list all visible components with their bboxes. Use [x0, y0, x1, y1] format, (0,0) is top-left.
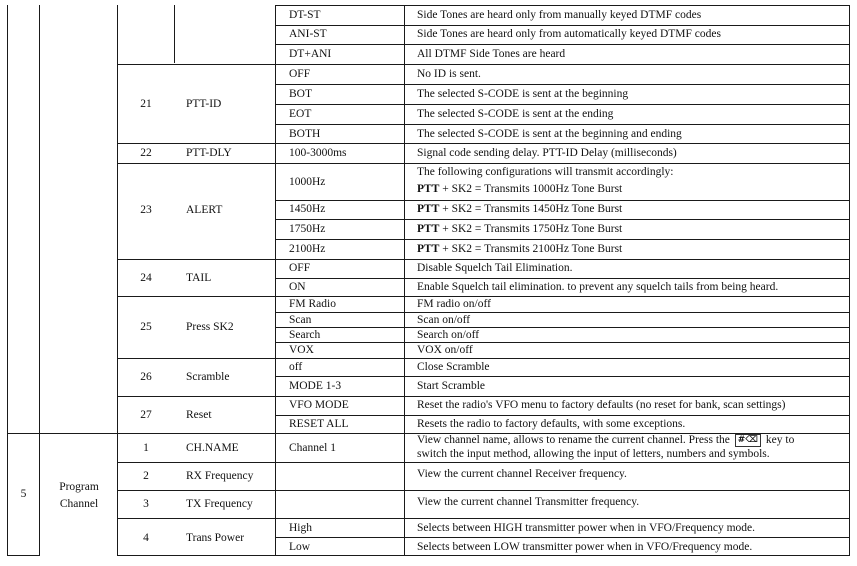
item-name: ALERT	[186, 204, 223, 216]
option-value: BOT	[289, 88, 312, 100]
item-name: Press SK2	[186, 321, 234, 333]
ptt-label: PTT	[417, 183, 440, 195]
item-number: 1	[143, 442, 149, 454]
option-description: switch the input method, allowing the input of letters, numbers and symbols.	[417, 448, 770, 460]
option-value: off	[289, 361, 303, 373]
option-value: DT-ST	[289, 9, 321, 21]
option-description: Signal code sending delay. PTT-ID Delay (milliseconds)	[417, 147, 677, 159]
option-description-text: + SK2 = Transmits 1450Hz Tone Burst	[439, 203, 623, 215]
row-divider	[117, 462, 850, 463]
option-description: VOX on/off	[417, 344, 473, 356]
item-name: TX Frequency	[186, 498, 253, 510]
item-name: PTT-ID	[186, 98, 222, 110]
column-divider	[275, 5, 276, 556]
row-divider	[275, 25, 850, 26]
option-description: Scan on/off	[417, 314, 471, 326]
option-description: The selected S-CODE is sent at the beginning	[417, 88, 629, 100]
item-number: 21	[140, 98, 152, 110]
option-description: Enable Squelch tail elimination. to prevent any squelch tails from being heard.	[417, 281, 779, 293]
option-description-text: key to	[765, 434, 795, 446]
row-divider	[117, 259, 850, 260]
option-value: VFO MODE	[289, 399, 349, 411]
option-description	[417, 183, 622, 196]
row-divider	[117, 518, 850, 519]
option-description: Side Tones are heard only from manually keyed DTMF codes	[417, 9, 702, 21]
table-border-bottom	[7, 555, 40, 556]
option-value: ANI-ST	[289, 28, 327, 40]
item-number: 23	[140, 204, 152, 216]
item-number: 26	[140, 371, 152, 383]
item-number: 22	[140, 147, 152, 159]
option-description: View the current channel Receiver frequency.	[417, 468, 627, 480]
option-value: Scan	[289, 314, 312, 326]
option-description: FM radio on/off	[417, 298, 491, 310]
option-value: MODE 1-3	[289, 380, 342, 392]
ptt-label: PTT	[417, 203, 440, 215]
option-description: View the current channel Transmitter frequency.	[417, 496, 640, 508]
row-divider	[275, 200, 850, 201]
option-description: No ID is sent.	[417, 68, 481, 80]
item-number: 24	[140, 272, 152, 284]
option-value: ON	[289, 281, 306, 293]
item-name: Reset	[186, 409, 212, 421]
option-description	[417, 434, 794, 447]
item-name: RX Frequency	[186, 470, 254, 482]
option-description-text: + SK2 = Transmits 2100Hz Tone Burst	[439, 243, 623, 255]
hash-key-icon: #⌫	[735, 434, 761, 447]
column-divider	[39, 5, 40, 556]
option-description: The selected S-CODE is sent at the beginning and ending	[417, 128, 682, 140]
option-description: The selected S-CODE is sent at the ending	[417, 108, 614, 120]
option-value: 2100Hz	[289, 243, 326, 255]
column-divider	[404, 5, 405, 556]
option-value: 100-3000ms	[289, 147, 347, 159]
option-description	[417, 223, 622, 236]
row-divider	[275, 84, 850, 85]
item-name: CH.NAME	[186, 442, 239, 454]
item-number: 3	[143, 498, 149, 510]
option-value: Low	[289, 541, 311, 553]
item-name: Trans Power	[186, 532, 245, 544]
row-divider	[275, 5, 850, 6]
row-divider	[275, 124, 850, 125]
option-value: High	[289, 522, 312, 534]
option-value: EOT	[289, 108, 312, 120]
option-description: Start Scramble	[417, 380, 486, 392]
row-divider	[117, 163, 850, 164]
row-divider	[117, 396, 850, 397]
row-divider	[117, 490, 850, 491]
option-value: Channel 1	[289, 442, 336, 454]
table-border-bottom	[117, 555, 850, 556]
item-name: PTT-DLY	[186, 147, 232, 159]
item-name: Scramble	[186, 371, 230, 383]
option-value: 1750Hz	[289, 223, 326, 235]
row-divider	[275, 278, 850, 279]
row-divider	[275, 104, 850, 105]
row-divider	[275, 239, 850, 240]
item-number: 2	[143, 470, 149, 482]
section-title: Program	[59, 481, 99, 493]
option-description: Reset the radio's VFO menu to factory defaults (no reset for bank, scan settings)	[417, 399, 786, 411]
section-title: Channel	[59, 498, 99, 510]
table-border-right	[849, 5, 850, 556]
item-number: 25	[140, 321, 152, 333]
option-value: 1000Hz	[289, 176, 326, 188]
table-border-left	[7, 5, 8, 556]
item-name: TAIL	[186, 272, 212, 284]
row-divider	[275, 537, 850, 538]
option-value: DT+ANI	[289, 48, 332, 60]
option-description: Selects between LOW transmitter power when in VFO/Frequency mode.	[417, 541, 753, 553]
option-description	[417, 243, 622, 256]
row-divider	[117, 358, 850, 359]
option-value: VOX	[289, 344, 314, 356]
option-description: Search on/off	[417, 329, 480, 341]
row-divider	[275, 327, 850, 328]
option-description: Selects between HIGH transmitter power when in VFO/Frequency mode.	[417, 522, 755, 534]
row-divider	[275, 415, 850, 416]
row-divider	[117, 64, 850, 65]
row-divider	[275, 376, 850, 377]
row-divider	[117, 296, 850, 297]
item-number: 27	[140, 409, 152, 421]
row-divider	[275, 219, 850, 220]
option-description: Resets the radio to factory defaults, with some exceptions.	[417, 418, 686, 430]
ptt-label: PTT	[417, 223, 440, 235]
option-value: FM Radio	[289, 298, 336, 310]
option-value: OFF	[289, 262, 311, 274]
option-description	[417, 203, 622, 216]
ptt-label: PTT	[417, 243, 440, 255]
option-description: Close Scramble	[417, 361, 490, 373]
section-number: 5	[20, 488, 27, 500]
option-description: All DTMF Side Tones are heard	[417, 48, 566, 60]
option-value: Search	[289, 329, 321, 341]
option-description-text: + SK2 = Transmits 1000Hz Tone Burst	[439, 183, 623, 195]
option-value: 1450Hz	[289, 203, 326, 215]
row-divider	[117, 143, 850, 144]
row-divider	[275, 312, 850, 313]
row-divider	[275, 342, 850, 343]
option-description: Side Tones are heard only from automatically keyed DTMF codes	[417, 28, 721, 40]
item-number: 4	[143, 532, 149, 544]
option-description-text: + SK2 = Transmits 1750Hz Tone Burst	[439, 223, 623, 235]
option-description-text: View channel name, allows to rename the current channel. Press the	[417, 434, 730, 446]
option-description: The following configurations will transmit accordingly:	[417, 166, 674, 178]
option-value: BOTH	[289, 128, 321, 140]
row-divider	[275, 44, 850, 45]
option-description: Disable Squelch Tail Elimination.	[417, 262, 573, 274]
option-value: OFF	[289, 68, 311, 80]
option-value: RESET ALL	[289, 418, 349, 430]
column-divider	[174, 5, 175, 63]
